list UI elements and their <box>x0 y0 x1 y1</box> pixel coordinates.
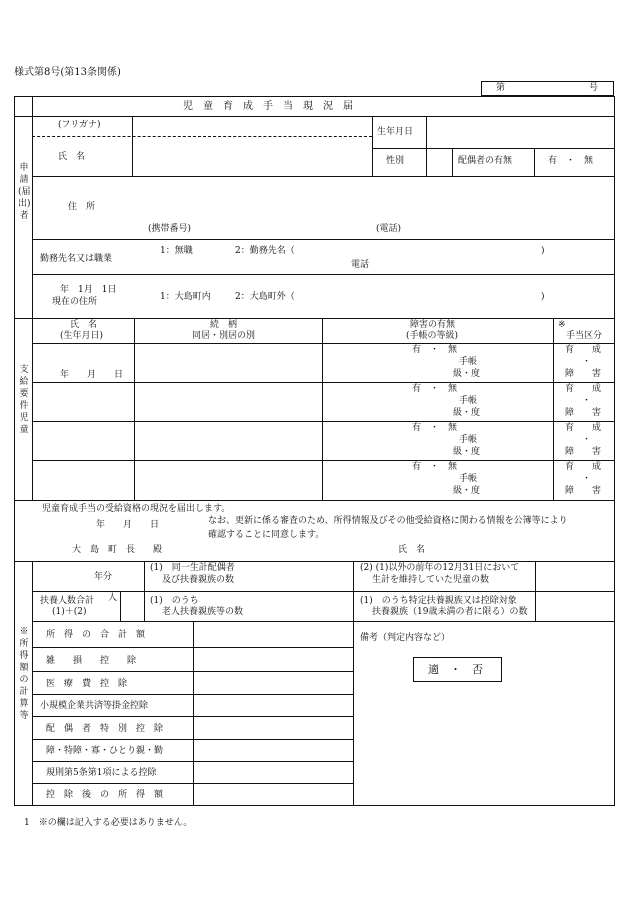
reference-date: 年 1月 1日 <box>60 285 117 295</box>
class-ikusei: 育 成 <box>565 345 602 355</box>
form-id: 様式第8号(第13条関係) <box>14 67 121 78</box>
kyu-label: 級・度 <box>453 486 481 496</box>
footnote: 1 ※の欄は記入する必要はありません。 <box>24 818 193 828</box>
elderly-a: (1) のうち <box>150 596 199 606</box>
child-name-header: 氏 名 <box>70 320 98 330</box>
mobile-label: (携帯番号) <box>148 224 192 234</box>
specific-b: 扶養親族（19歳未満の者に限る）の数 <box>372 607 528 617</box>
class-shogai: 障 害 <box>565 369 602 379</box>
phone-label: (電話) <box>376 224 402 234</box>
income-item: 小規模企業共済等掛金控除 <box>40 701 149 711</box>
class-shogai: 障 害 <box>565 486 602 496</box>
kyu-label: 級・度 <box>453 408 481 418</box>
gender-label: 性別 <box>386 156 405 166</box>
work-label: 勤務先名又は職業 <box>40 254 113 264</box>
furigana-label: (フリガナ) <box>58 120 101 130</box>
spouse-label: 配偶者の有無 <box>458 156 513 166</box>
dependents-2a: (2) (1)以外の前年の12月31日において <box>360 563 520 573</box>
mark-header: ※ <box>558 320 566 330</box>
child-birth-header: (生年月日) <box>60 331 104 341</box>
class-ikusei: 育 成 <box>565 423 602 433</box>
declaration-date: 年 月 日 <box>96 520 160 530</box>
elderly-b: 老人扶養親族等の数 <box>162 607 244 617</box>
form-title: 児 童 育 成 手 当 現 況 届 <box>183 101 353 112</box>
signer-name-label: 氏 名 <box>398 545 426 555</box>
disability-umu: 有 ・ 無 <box>412 462 458 472</box>
class-dot: ・ <box>582 357 592 367</box>
form-frame <box>14 96 615 806</box>
mayor-addressee: 大 島 町 長 殿 <box>72 545 163 555</box>
total-dependents-formula: (1)＋(2) <box>52 607 87 617</box>
disability-umu: 有 ・ 無 <box>412 384 458 394</box>
disability-umu: 有 ・ 無 <box>412 423 458 433</box>
disability-header: 障害の有無 <box>410 320 456 330</box>
disability-umu: 有 ・ 無 <box>412 345 458 355</box>
grade-header: (手帳の等級) <box>406 331 459 341</box>
applicant-side-label: 申請(届出)者 <box>18 163 31 221</box>
address-option-2: 2：大島町外（ <box>235 292 295 302</box>
child-birthdate-placeholder: 年 月 日 <box>60 370 124 380</box>
current-address-label: 現在の住所 <box>52 297 98 307</box>
number-dai: 第 <box>496 83 506 93</box>
income-item: 障・特障・寡・ひとり親・勤 <box>46 746 164 756</box>
remarks-label: 備考（判定内容など） <box>360 633 451 643</box>
judgment-text: 適 ・ 否 <box>428 663 483 676</box>
dependents-1a: (1) 同一生計配偶者 <box>150 563 235 573</box>
class-ikusei: 育 成 <box>565 462 602 472</box>
number-go: 号 <box>589 83 599 93</box>
nin-unit: 人 <box>108 593 118 603</box>
class-ikusei: 育 成 <box>565 384 602 394</box>
nenbun-label: 年分 <box>94 572 113 582</box>
class-header: 手当区分 <box>566 331 603 341</box>
techo-label: 手帳 <box>459 435 478 445</box>
consent-line-1: なお、更新に係る審査のため、所得情報及びその他受給資格に関わる情報を公簿等により <box>208 516 568 526</box>
techo-label: 手帳 <box>459 396 478 406</box>
techo-label: 手帳 <box>459 357 478 367</box>
spouse-value: 有 ・ 無 <box>548 156 594 166</box>
techo-label: 手帳 <box>459 474 478 484</box>
work-option-1: 1：無職 <box>160 246 193 256</box>
consent-line-2: 確認することに同意します。 <box>208 530 325 540</box>
income-item: 医 療 費 控 除 <box>46 679 128 689</box>
address-option-1: 1：大島町内 <box>160 292 211 302</box>
class-dot: ・ <box>582 474 592 484</box>
name-label: 氏 名 <box>58 152 86 162</box>
birthdate-label: 生年月日 <box>377 127 414 137</box>
address-label: 住 所 <box>68 202 96 212</box>
living-header: 同居・別居の別 <box>192 331 256 341</box>
relation-header: 続 柄 <box>210 320 238 330</box>
address-close: ) <box>541 292 545 302</box>
income-item: 規則第5条第1項による控除 <box>46 768 157 778</box>
specific-a: (1) のうち特定扶養親族又は控除対象 <box>360 596 517 606</box>
class-shogai: 障 害 <box>565 447 602 457</box>
work-phone-label: 電話 <box>351 260 370 270</box>
income-item: 雑 損 控 除 <box>46 656 137 666</box>
work-option-2: 2：勤務先名（ <box>235 246 295 256</box>
kyu-label: 級・度 <box>453 447 481 457</box>
total-dependents-label: 扶養人数合計 <box>40 596 95 606</box>
income-side-label: ※所得額の計算等 <box>19 627 29 721</box>
declaration-text: 児童育成手当の受給資格の現況を届出します。 <box>42 504 231 514</box>
class-shogai: 障 害 <box>565 408 602 418</box>
dependents-2b: 生計を維持していた児童の数 <box>372 575 490 585</box>
income-item: 控 除 後 の 所 得 額 <box>46 790 164 800</box>
children-side-label: 支給要件児童 <box>19 365 29 435</box>
dependents-1b: 及び扶養親族の数 <box>162 575 235 585</box>
work-close: ) <box>541 246 545 256</box>
class-dot: ・ <box>582 396 592 406</box>
kyu-label: 級・度 <box>453 369 481 379</box>
income-item: 所 得 の 合 計 額 <box>46 630 146 640</box>
income-item: 配 偶 者 特 別 控 除 <box>46 724 164 734</box>
class-dot: ・ <box>582 435 592 445</box>
